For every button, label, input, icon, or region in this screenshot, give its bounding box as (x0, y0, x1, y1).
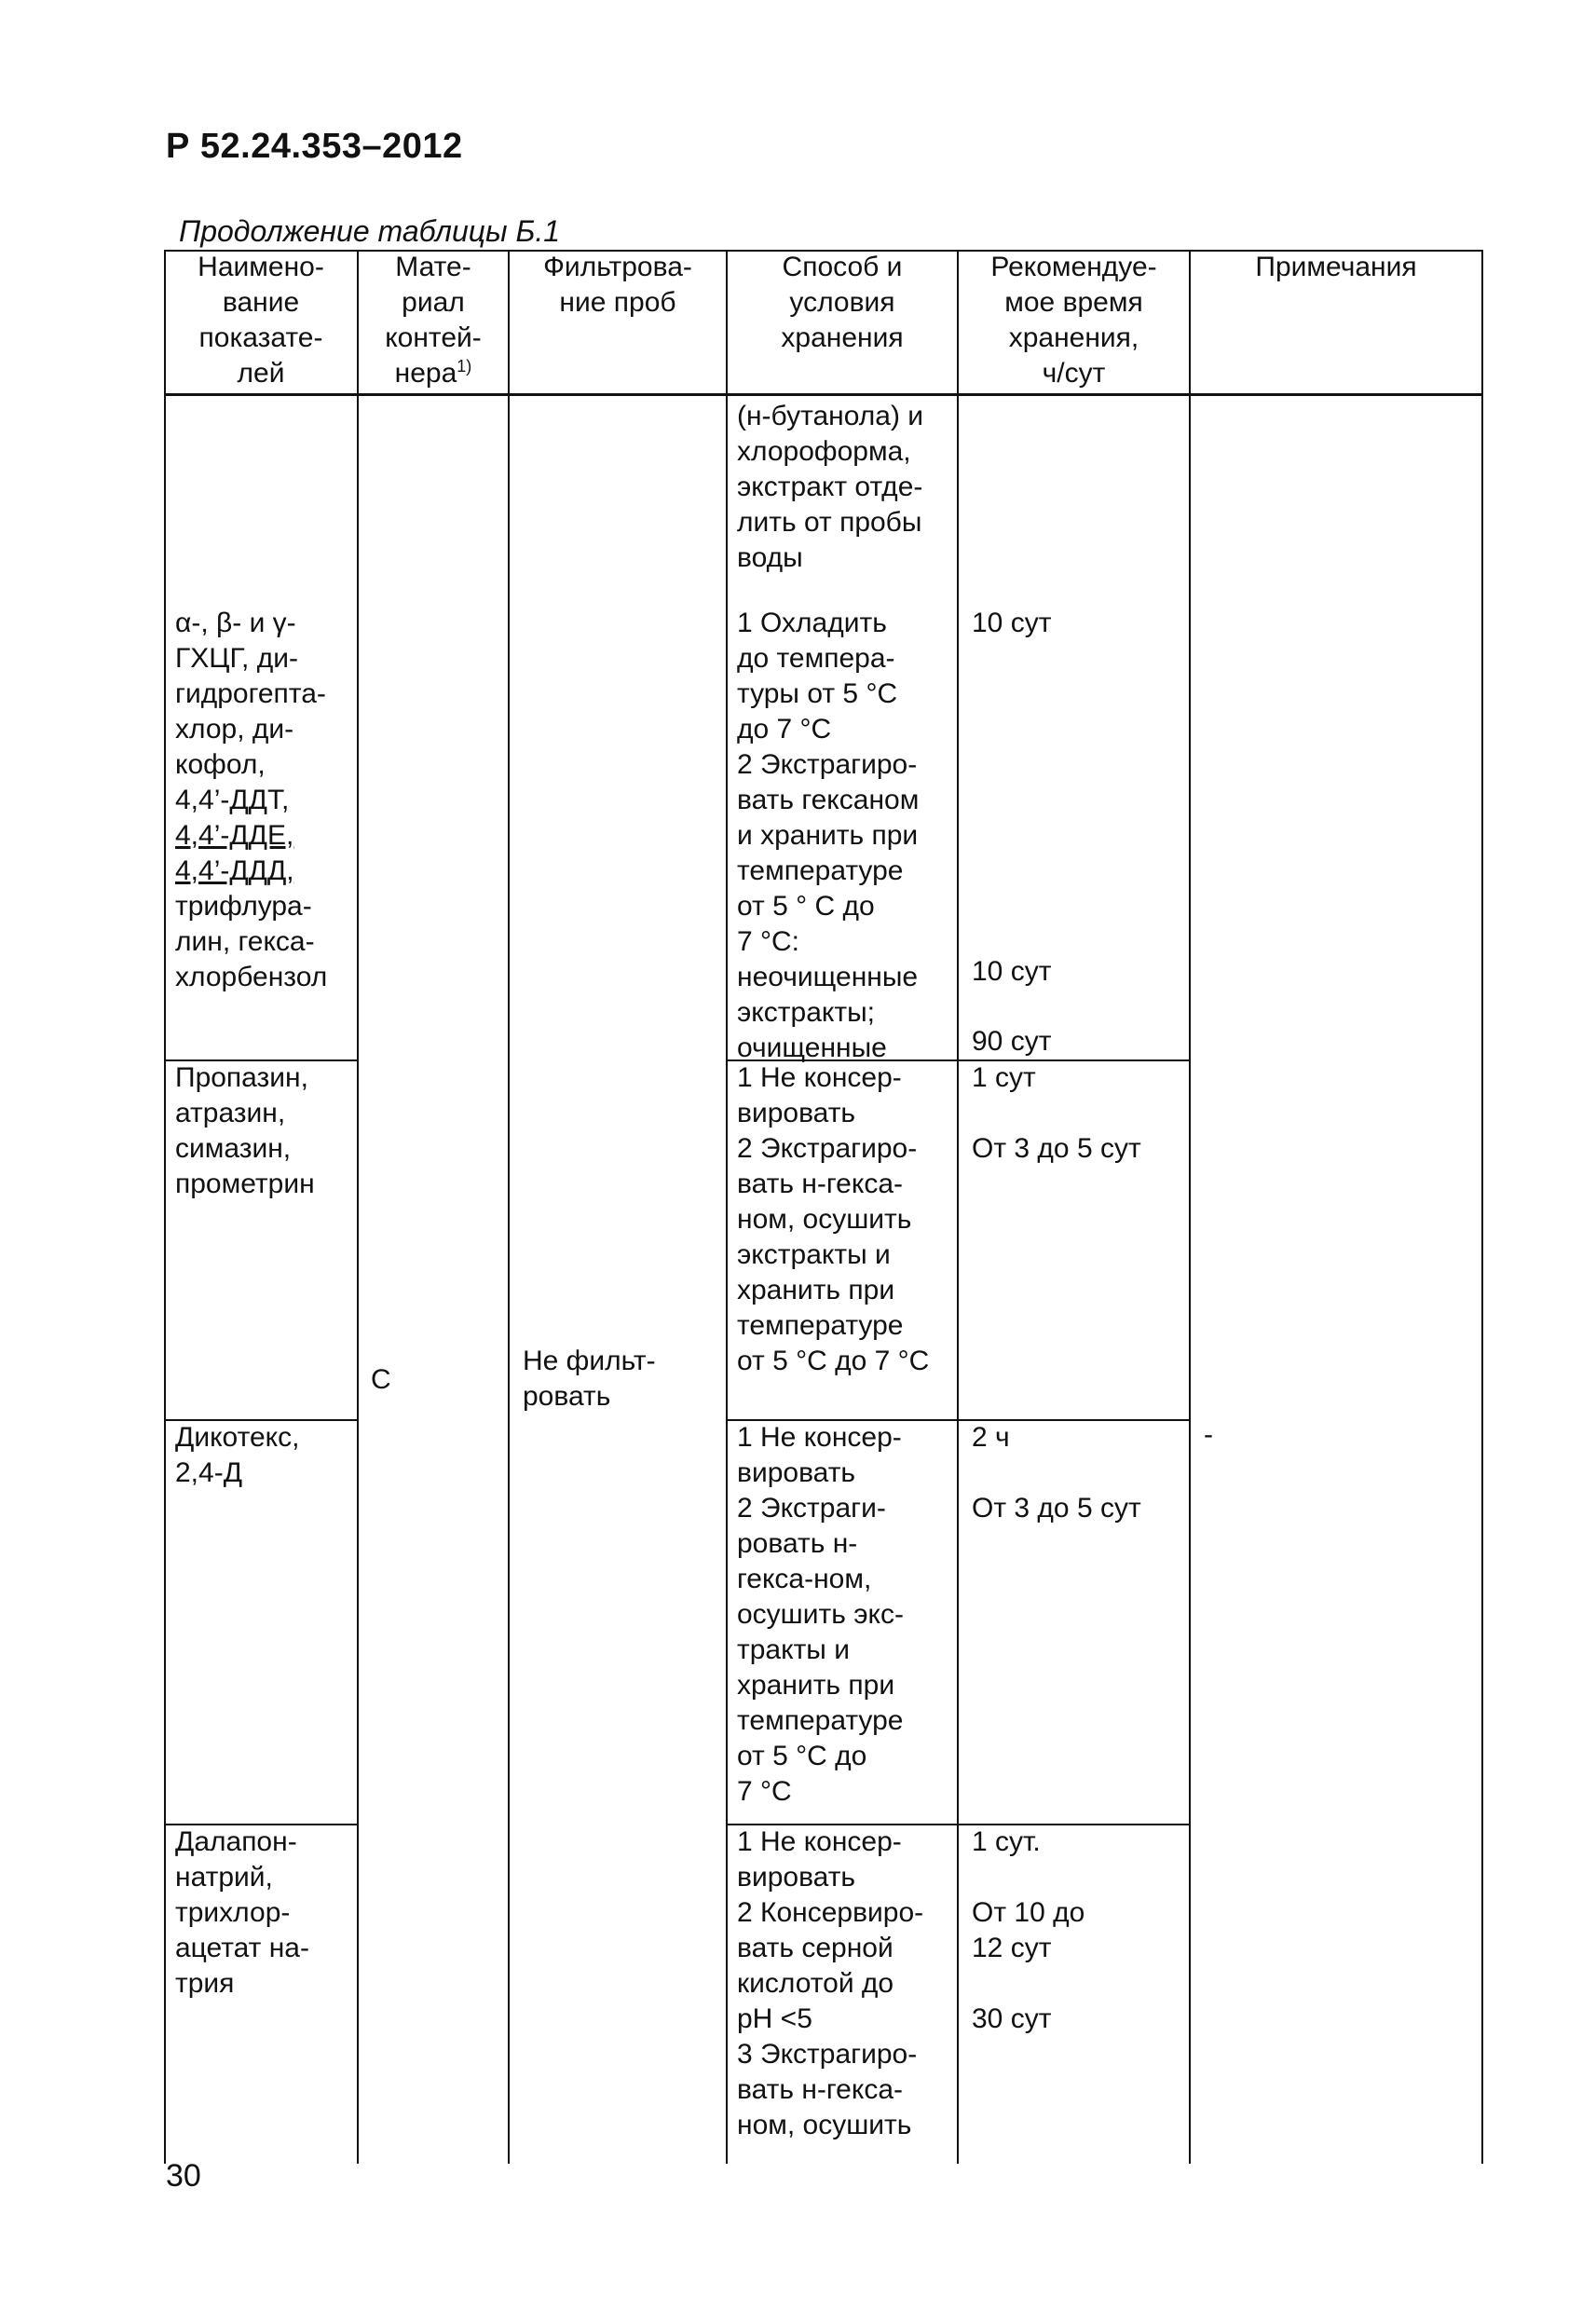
column-divider-2 (508, 250, 510, 2164)
notes-value: - (1204, 1419, 1213, 1450)
document-code: Р 52.24.353–2012 (166, 127, 463, 166)
row4-name: Далапон- натрий, трихлор- ацетат на- трия (175, 1826, 309, 1999)
table-left-border (164, 250, 166, 2164)
column-divider-1 (357, 250, 359, 2164)
row4-method: 1 Не консер- вировать 2 Консервиро- вать серной кислотой до pH <5 3 Экстрагиро- вать н-гекса- ном, осушить (737, 1826, 924, 2140)
row2-name: Пропазин, атразин, симазин, прометрин (175, 1062, 315, 1199)
row3-time: 2 ч От 3 до 5 сут (972, 1422, 1141, 1524)
material-value: С (371, 1364, 391, 1395)
row1-time-3: 90 сут (972, 1026, 1052, 1057)
table-caption: Продолжение таблицы Б.1 (179, 214, 560, 248)
page-number: 30 (166, 2158, 201, 2194)
row1-name-dde: 4,4’-ДДЕ, (175, 820, 294, 851)
row1-name (175, 606, 356, 995)
row1-time-2: 10 сут (972, 956, 1052, 987)
column-divider-5 (1189, 250, 1191, 2164)
row1-name-part2: трифлура- лин, гекса- хлорбензол (175, 891, 328, 992)
header-bottom-border (164, 393, 1483, 396)
row2-method: 1 Не консер- вировать 2 Экстрагиро- вать н-гекса- ном, осушить экстракты и хранить при температуре от 5 °С до 7 °С (737, 1062, 930, 1376)
row1-name-ddd: 4,4’-ДДД, (175, 855, 294, 886)
row1-method: 1 Охладить до темпера- туры от 5 °С до 7 °С 2 Экстрагиро- вать гексаном и хранить при температуре от 5 ° С до 7 °С: неочищенные экстракты; очищенные (737, 608, 920, 1063)
row4-time: 1 сут. От 10 до 12 сут 30 сут (972, 1826, 1085, 2034)
row1-name-part1: α-, β- и γ- ГХЦГ, ди- гидрогепта- хлор, ди- кофол, (175, 608, 326, 780)
filtration-value: Не фильт- ровать (523, 1346, 656, 1412)
header-material (361, 250, 506, 391)
table-right-border (1481, 250, 1483, 2164)
row0-method: (н-бутанола) и хлороформа, экстракт отде- лить от пробы воды (737, 401, 924, 573)
header-method: Способ и условия хранения (781, 252, 904, 353)
storage-conditions-table (164, 250, 1483, 2164)
header-filtration: Фильтрова- ние проб (543, 252, 692, 318)
header-material-footnote: 1) (457, 357, 472, 376)
column-divider-3 (726, 250, 728, 2164)
header-material-text: Мате- риал контей- нера (385, 252, 482, 389)
header-notes: Примечания (1255, 252, 1417, 282)
header-name: Наимено- вание показате- лей (198, 252, 324, 389)
row3-method: 1 Не консер- вировать 2 Экстраги- ровать н- гекса-ном, осушить экс- тракты и хранить при температуре от 5 °С до 7 °С (737, 1422, 904, 1807)
row1-name-ddt: 4,4’-ДДТ, (175, 785, 290, 815)
header-time: Рекомендуе- мое время хранения, ч/сут (990, 252, 1157, 389)
row2-time: 1 сут От 3 до 5 сут (972, 1062, 1141, 1164)
column-divider-4 (957, 250, 959, 2164)
row3-name: Дикотекс, 2,4-Д (175, 1422, 300, 1488)
row1-time-1: 10 сут (972, 608, 1052, 638)
